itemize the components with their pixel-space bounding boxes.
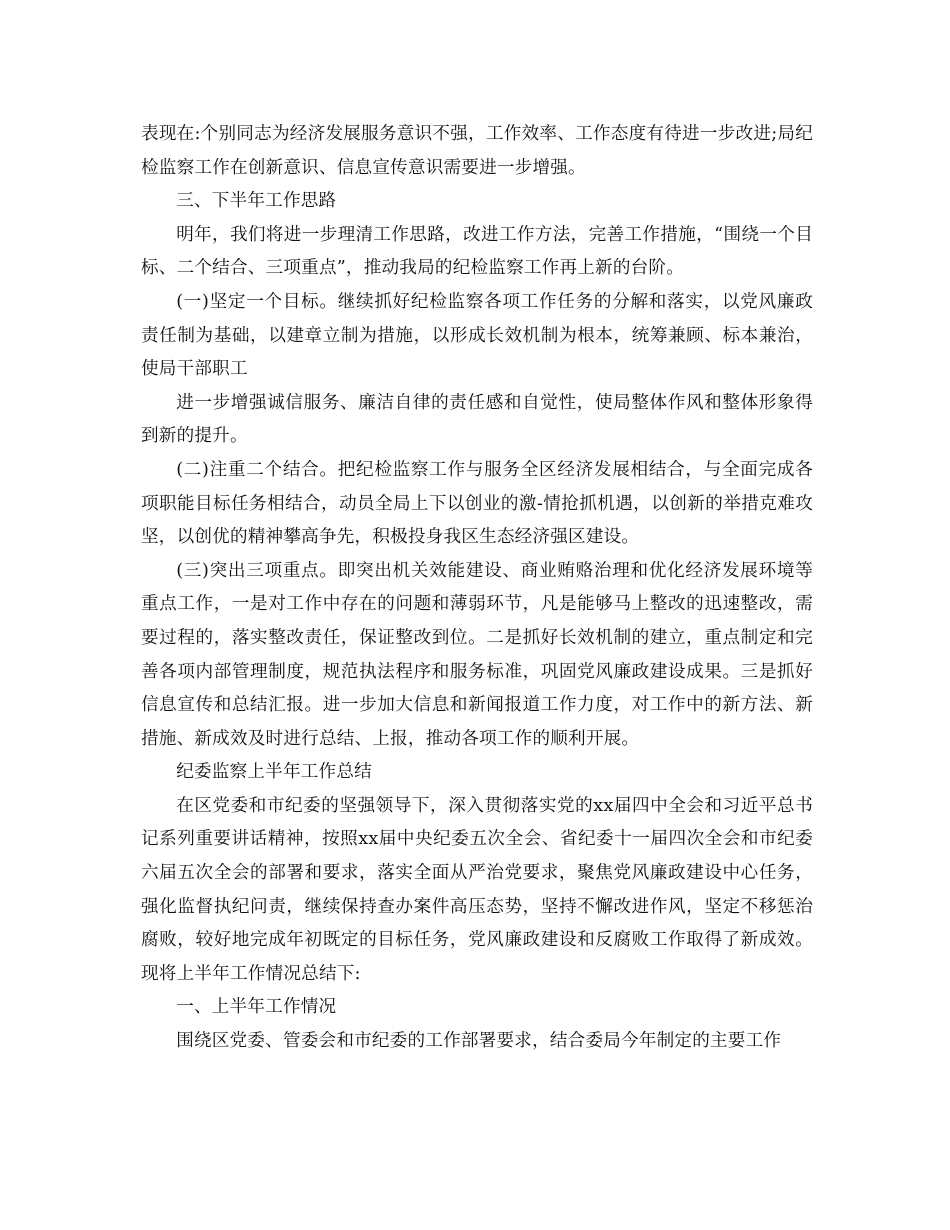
document-title-summary: 纪委监察上半年工作总结 xyxy=(176,762,372,783)
section-heading-first-half-work: 一、上半年工作情况 xyxy=(176,997,337,1018)
paragraph-11: 围绕区党委、管委会和市纪委的工作部署要求，结合委局今年制定的主要工作 xyxy=(176,1031,782,1052)
paragraph-1: 表现在:个别同志为经济发展服务意识不强，工作效率、工作态度有待进一步改进;局纪检监察工作在创新意识、信息宣传意识需要进一步增强。 xyxy=(141,124,813,178)
paragraph-5: 进一步增强诚信服务、廉洁自律的责任感和自觉性，使局整体作风和整体形象得到新的提升。 xyxy=(141,392,813,447)
paragraph-4: (一)坚定一个目标。继续抓好纪检监察各项工作任务的分解和落实，以党风廉政责任制为基础，以建章立制为措施，以形成长效机制为根本，统筹兼顾、标本兼治，使局干部职工 xyxy=(141,291,813,380)
section-heading-second-half-plan: 三、下半年工作思路 xyxy=(176,191,337,212)
paragraph-9: 在区党委和市纪委的坚强领导下，深入贯彻落实党的xx届四中全会和习近平总书记系列重要讲话精神，按照xx届中央纪委五次全会、省纪委十一届四次全会和市纪委六届五次全会的部署和要求，落实全面从严治党要求，聚焦党风廉政建设中心任务，强化监督执纪问责，继续保持查办案件高压态势，坚持不懈改进作风，坚定不移惩治腐败，较好地完成年初既定的目标任务，党风廉政建设和反腐败工作取得了新成效。现将上半年工作情况总结下: xyxy=(141,795,813,984)
document-body xyxy=(141,118,813,1059)
paragraph-3: 明年，我们将进一步理清工作思路，改进工作方法，完善工作措施，“围绕一个目标、二个结合、三项重点”，推动我局的纪检监察工作再上新的台阶。 xyxy=(141,224,813,279)
paragraph-6: (二)注重二个结合。把纪检监察工作与服务全区经济发展相结合，与全面完成各项职能目标任务相结合，动员全局上下以创业的激-情抢抓机遇，以创新的举措克难攻坚，以创优的精神攀高争先，积极投身我区生态经济强区建设。 xyxy=(141,459,813,548)
paragraph-7: (三)突出三项重点。即突出机关效能建设、商业贿赂治理和优化经济发展环境等重点工作，一是对工作中存在的问题和薄弱环节，凡是能够马上整改的迅速整改，需要过程的，落实整改责任，保证整改到位。二是抓好长效机制的建立，重点制定和完善各项内部管理制度，规范执法程序和服务标准，巩固党风廉政建设成果。三是抓好信息宣传和总结汇报。进一步加大信息和新闻报道工作力度，对工作中的新方法、新措施、新成效及时进行总结、上报，推动各项工作的顺利开展。 xyxy=(141,560,813,749)
